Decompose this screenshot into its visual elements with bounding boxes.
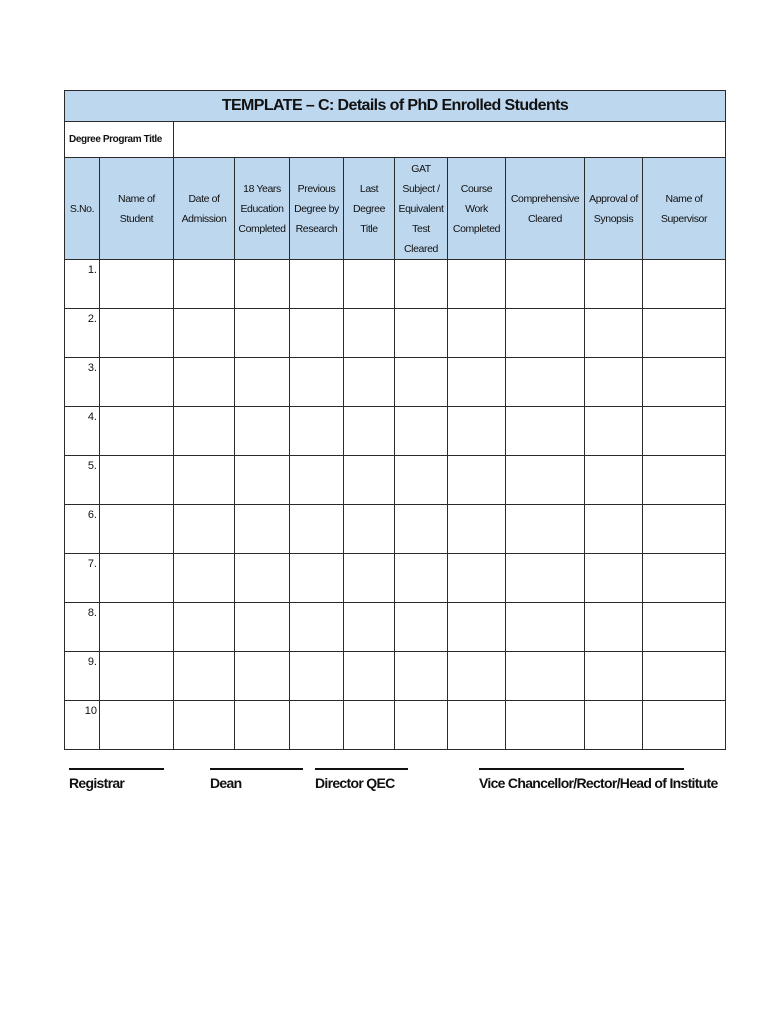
column-header-synopsis-approval: Approval of Synopsis <box>585 158 643 260</box>
table-cell[interactable] <box>448 407 506 456</box>
table-cell[interactable] <box>506 652 585 701</box>
table-cell[interactable] <box>100 358 174 407</box>
signature-dean <box>210 768 303 791</box>
table-cell[interactable] <box>290 652 344 701</box>
table-row <box>65 554 726 603</box>
table-row <box>65 652 726 701</box>
table-cell[interactable] <box>344 456 395 505</box>
column-header-student-name: Name of Student <box>100 158 174 260</box>
row-number: 1. <box>65 260 100 309</box>
table-cell[interactable] <box>344 260 395 309</box>
table-cell[interactable] <box>395 456 448 505</box>
table-cell[interactable] <box>100 701 174 750</box>
table-cell[interactable] <box>585 309 643 358</box>
table-cell[interactable] <box>290 309 344 358</box>
column-header-last-degree-title: Last Degree Title <box>344 158 395 260</box>
row-number: 5. <box>65 456 100 505</box>
signature-registrar <box>69 768 164 791</box>
table-row <box>65 309 726 358</box>
table-cell[interactable] <box>235 701 290 750</box>
row-number: 10 <box>65 701 100 750</box>
table-cell[interactable] <box>235 505 290 554</box>
table-cell[interactable] <box>506 701 585 750</box>
table-row <box>65 505 726 554</box>
table-cell[interactable] <box>344 358 395 407</box>
table-cell[interactable] <box>235 260 290 309</box>
column-header-gat-test: GAT Subject / Equivalent Test Cleared <box>395 158 448 260</box>
table-cell[interactable] <box>100 407 174 456</box>
table-cell[interactable] <box>395 652 448 701</box>
signature-label-vice-chancellor: Vice Chancellor/Rector/Head of Institute <box>479 775 718 791</box>
table-cell[interactable] <box>290 505 344 554</box>
table-cell[interactable] <box>448 358 506 407</box>
table-cell[interactable] <box>643 603 726 652</box>
row-number: 6. <box>65 505 100 554</box>
table-cell[interactable] <box>344 309 395 358</box>
table-cell[interactable] <box>235 358 290 407</box>
table-row <box>65 456 726 505</box>
table-cell[interactable] <box>395 603 448 652</box>
table-cell[interactable] <box>235 652 290 701</box>
table-cell[interactable] <box>174 701 235 750</box>
table-cell[interactable] <box>643 554 726 603</box>
signature-label-registrar: Registrar <box>69 775 125 791</box>
table-cell[interactable] <box>344 554 395 603</box>
row-number: 4. <box>65 407 100 456</box>
table-cell[interactable] <box>506 554 585 603</box>
table-cell[interactable] <box>506 407 585 456</box>
table-cell[interactable] <box>506 260 585 309</box>
table-cell[interactable] <box>448 309 506 358</box>
signature-label-dean: Dean <box>210 775 242 791</box>
table-cell[interactable] <box>585 554 643 603</box>
table-cell[interactable] <box>174 505 235 554</box>
table-cell[interactable] <box>100 260 174 309</box>
phd-enrolled-students-table <box>64 90 726 750</box>
table-cell[interactable] <box>344 701 395 750</box>
column-header-comprehensive: Comprehensive Cleared <box>506 158 585 260</box>
table-cell[interactable] <box>585 358 643 407</box>
table-cell[interactable] <box>290 554 344 603</box>
table-cell[interactable] <box>174 603 235 652</box>
table-cell[interactable] <box>643 505 726 554</box>
table-cell[interactable] <box>100 456 174 505</box>
column-header-row <box>65 158 726 260</box>
table-cell[interactable] <box>643 701 726 750</box>
table-row <box>65 407 726 456</box>
table-cell[interactable] <box>585 701 643 750</box>
table-cell[interactable] <box>585 652 643 701</box>
row-number: 2. <box>65 309 100 358</box>
table-cell[interactable] <box>100 603 174 652</box>
table-cell[interactable] <box>395 554 448 603</box>
column-header-sno: S.No. <box>65 158 100 260</box>
table-cell[interactable] <box>100 505 174 554</box>
table-cell[interactable] <box>290 701 344 750</box>
table-cell[interactable] <box>174 358 235 407</box>
table-cell[interactable] <box>506 505 585 554</box>
table-cell[interactable] <box>448 603 506 652</box>
table-row <box>65 260 726 309</box>
table-cell[interactable] <box>290 260 344 309</box>
table-row <box>65 358 726 407</box>
column-header-education-completed: 18 Years Education Completed <box>235 158 290 260</box>
column-header-previous-degree: Previous Degree by Research <box>290 158 344 260</box>
table-cell[interactable] <box>174 407 235 456</box>
degree-program-label: Degree Program Title <box>65 122 174 158</box>
table-cell[interactable] <box>174 456 235 505</box>
signature-line <box>315 768 408 770</box>
signature-director-qec <box>315 768 408 791</box>
table-cell[interactable] <box>448 456 506 505</box>
table-cell[interactable] <box>585 505 643 554</box>
table-cell[interactable] <box>395 358 448 407</box>
table-cell[interactable] <box>235 603 290 652</box>
table-cell[interactable] <box>290 603 344 652</box>
table-cell[interactable] <box>506 456 585 505</box>
signature-line <box>210 768 303 770</box>
table-cell[interactable] <box>395 260 448 309</box>
table-cell[interactable] <box>290 407 344 456</box>
table-cell[interactable] <box>448 505 506 554</box>
table-cell[interactable] <box>235 309 290 358</box>
degree-program-field[interactable] <box>174 122 726 158</box>
table-cell[interactable] <box>643 358 726 407</box>
table-cell[interactable] <box>344 505 395 554</box>
table-cell[interactable] <box>643 456 726 505</box>
table-cell[interactable] <box>174 652 235 701</box>
table-cell[interactable] <box>585 456 643 505</box>
table-cell[interactable] <box>585 407 643 456</box>
table-cell[interactable] <box>100 309 174 358</box>
table-cell[interactable] <box>174 260 235 309</box>
signature-line <box>479 768 684 770</box>
form-title: TEMPLATE – C: Details of PhD Enrolled Students <box>65 91 726 122</box>
table-cell[interactable] <box>506 603 585 652</box>
table-cell[interactable] <box>174 309 235 358</box>
table-cell[interactable] <box>506 358 585 407</box>
row-number: 9. <box>65 652 100 701</box>
table-cell[interactable] <box>174 554 235 603</box>
table-cell[interactable] <box>448 652 506 701</box>
row-number: 7. <box>65 554 100 603</box>
table-cell[interactable] <box>585 260 643 309</box>
table-cell[interactable] <box>448 554 506 603</box>
signature-vice-chancellor <box>479 768 718 791</box>
table-cell[interactable] <box>344 603 395 652</box>
table-cell[interactable] <box>235 456 290 505</box>
column-header-course-work: Course Work Completed <box>448 158 506 260</box>
table-cell[interactable] <box>344 407 395 456</box>
table-cell[interactable] <box>643 260 726 309</box>
table-cell[interactable] <box>506 309 585 358</box>
signature-label-director-qec: Director QEC <box>315 775 395 791</box>
table-cell[interactable] <box>643 407 726 456</box>
table-cell[interactable] <box>395 701 448 750</box>
table-row <box>65 701 726 750</box>
column-header-supervisor: Name of Supervisor <box>643 158 726 260</box>
column-header-date-of-admission: Date of Admission <box>174 158 235 260</box>
table-cell[interactable] <box>643 652 726 701</box>
table-cell[interactable] <box>448 260 506 309</box>
table-cell[interactable] <box>100 554 174 603</box>
row-number: 3. <box>65 358 100 407</box>
row-number: 8. <box>65 603 100 652</box>
table-cell[interactable] <box>395 309 448 358</box>
table-cell[interactable] <box>344 652 395 701</box>
table-cell[interactable] <box>395 505 448 554</box>
table-cell[interactable] <box>448 701 506 750</box>
table-cell[interactable] <box>643 309 726 358</box>
table-cell[interactable] <box>235 554 290 603</box>
table-cell[interactable] <box>585 603 643 652</box>
table-cell[interactable] <box>100 652 174 701</box>
table-cell[interactable] <box>290 456 344 505</box>
table-row <box>65 603 726 652</box>
table-cell[interactable] <box>235 407 290 456</box>
table-cell[interactable] <box>290 358 344 407</box>
table-cell[interactable] <box>395 407 448 456</box>
signature-line <box>69 768 164 770</box>
